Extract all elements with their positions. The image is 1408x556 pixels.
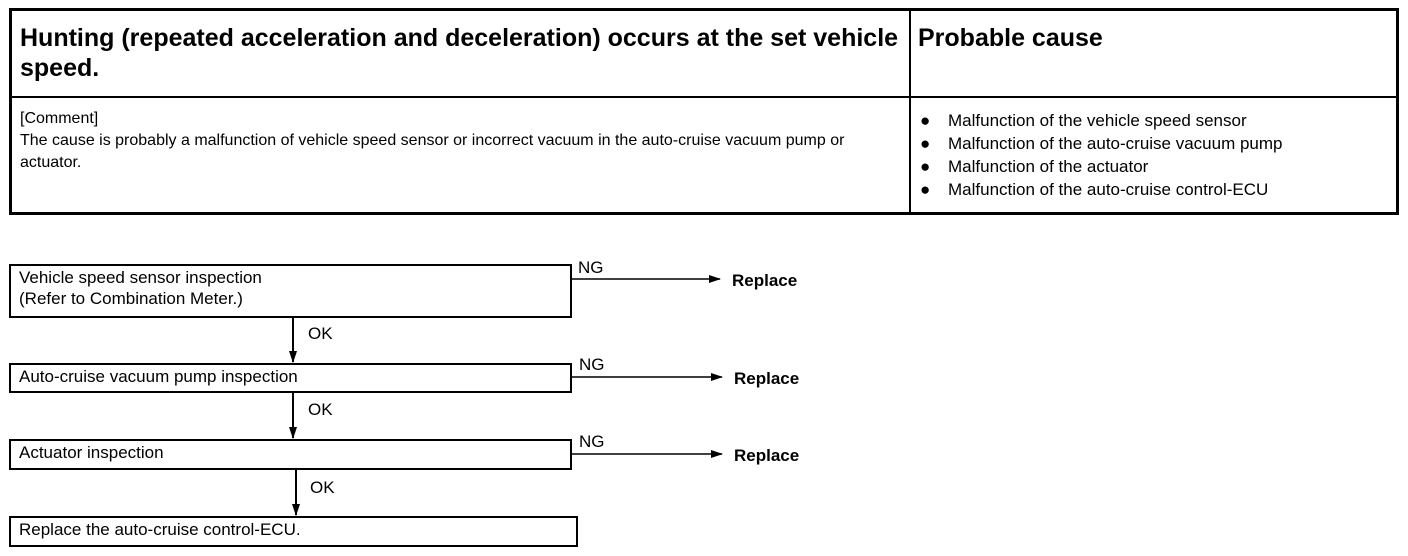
step-box-replace-ecu: [9, 516, 578, 547]
bullet-icon: ●: [920, 134, 931, 153]
step-text: Vehicle speed sensor inspection: [19, 268, 262, 287]
ok-label: OK: [308, 324, 333, 343]
ng-label: NG: [578, 258, 604, 277]
step-reference: (Refer to Combination Meter.): [19, 289, 243, 308]
list-item: ● Malfunction of the vehicle speed sensor: [920, 111, 1247, 130]
list-item: ● Malfunction of the auto-cruise control-ECU: [920, 180, 1269, 199]
list-item: ● Malfunction of the auto-cruise vacuum pump: [920, 134, 1283, 153]
comment-label: [Comment]: [20, 110, 99, 127]
ng-label: NG: [579, 432, 605, 451]
comment-text: The cause is probably a malfunction of vehicle speed sensor or incorrect vacuum in the auto-cruise vacuum pump or actuator.: [20, 132, 845, 171]
bullet-icon: ●: [920, 111, 931, 130]
step-box-actuator: [9, 439, 572, 470]
replace-result: Replace: [734, 446, 800, 465]
replace-result: Replace: [734, 369, 800, 388]
ng-label: NG: [579, 355, 605, 374]
ok-label: OK: [308, 400, 333, 419]
step-text: Replace the auto-cruise control-ECU.: [19, 520, 301, 539]
symptom-heading: Hunting (repeated acceleration and deceleration) occurs at the set vehicle speed.: [20, 24, 899, 82]
step-text: Actuator inspection: [19, 443, 164, 462]
bullet-icon: ●: [920, 157, 931, 176]
replace-result: Replace: [732, 271, 798, 290]
step-box-speed-sensor: [9, 264, 572, 318]
step-box-vacuum-pump: [9, 363, 572, 393]
list-item: ● Malfunction of the actuator: [920, 157, 1149, 176]
ok-label: OK: [310, 478, 335, 497]
step-text: Auto-cruise vacuum pump inspection: [19, 367, 298, 386]
probable-cause-heading: Probable cause: [918, 24, 1103, 52]
bullet-icon: ●: [920, 180, 931, 199]
